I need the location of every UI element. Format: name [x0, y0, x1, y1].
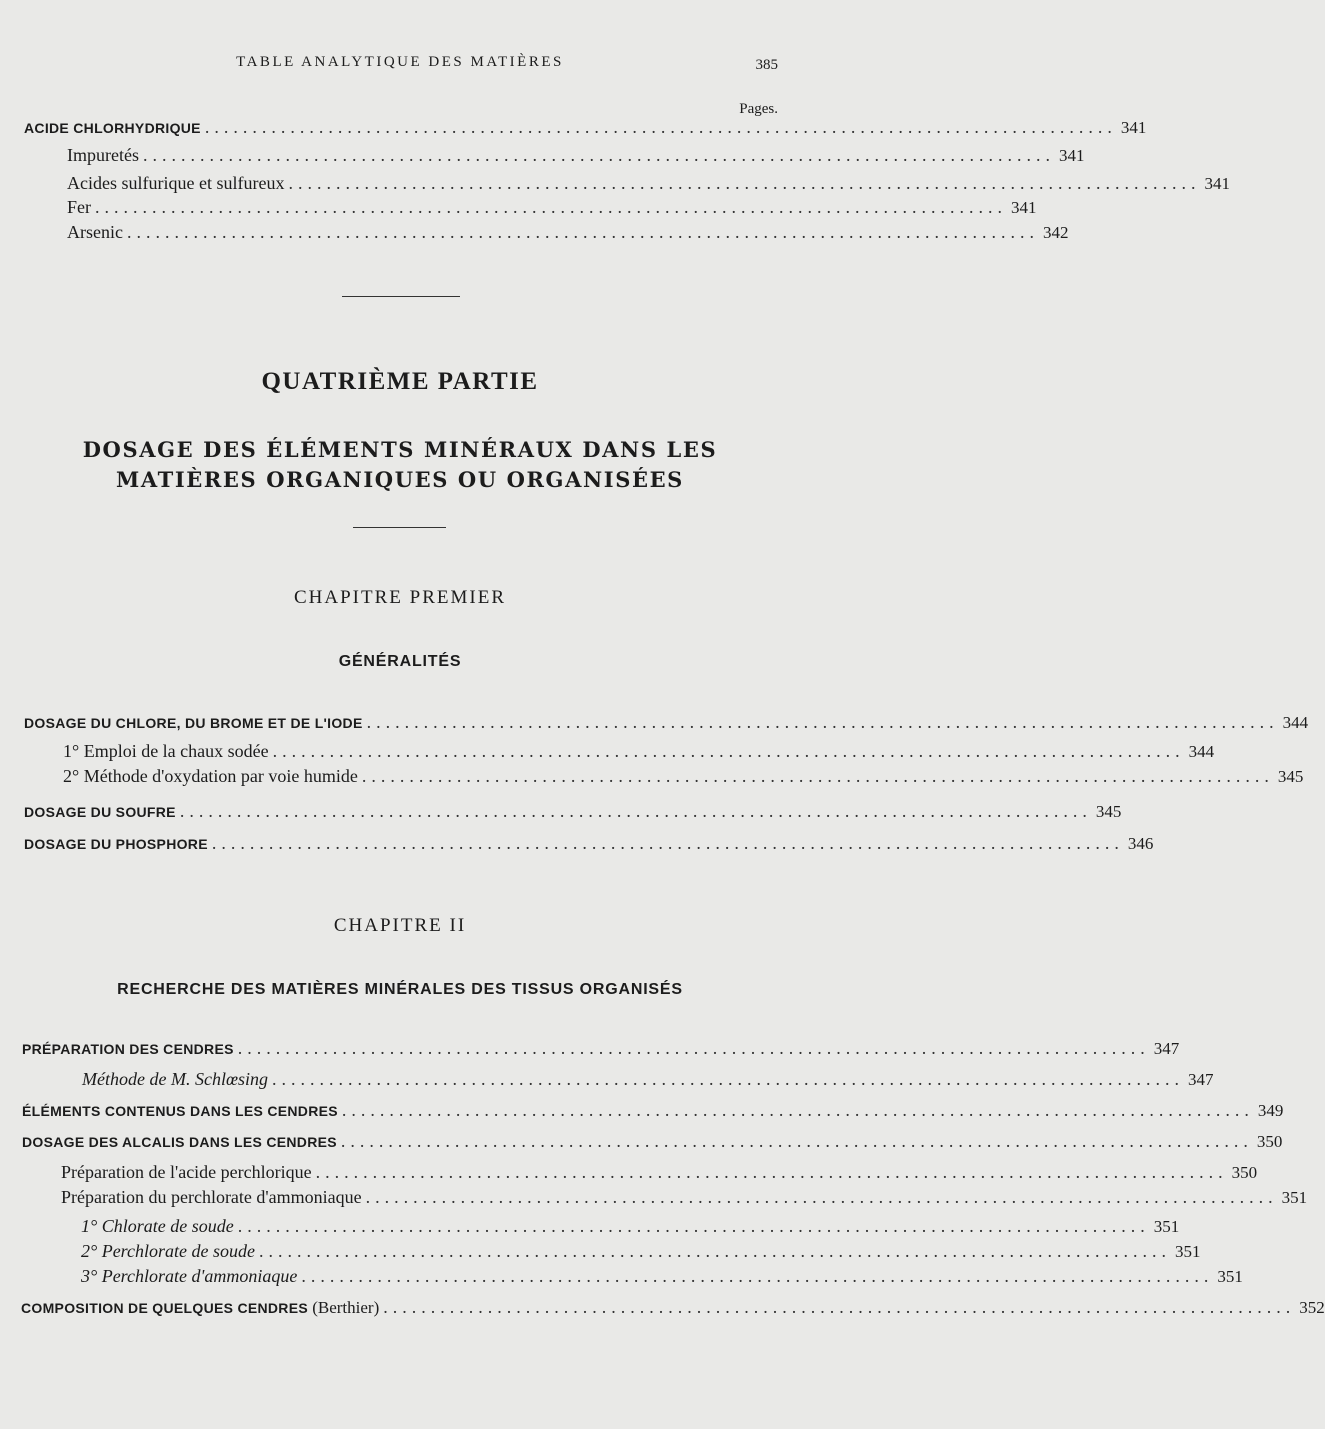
part-subtitle-line1: DOSAGE DES ÉLÉMENTS MINÉRAUX DANS LES	[82, 437, 718, 462]
leader-dots: ................................................................................................	[142, 145, 1055, 165]
chapter-title: GÉNÉRALITÉS	[338, 653, 462, 670]
leader-dots: ................................................................................................	[179, 801, 1092, 821]
toc-entry[interactable]	[24, 117, 1147, 143]
divider-rule	[353, 527, 446, 528]
leader-dots: ................................................................................................	[361, 766, 1274, 786]
toc-entry[interactable]	[81, 1241, 1201, 1267]
leader-dots: ................................................................................................	[315, 1162, 1228, 1182]
toc-entry-label: DOSAGE DU CHLORE, DU BROME ET DE L'IODE	[24, 715, 363, 731]
toc-entry-page: 351	[1281, 1188, 1308, 1207]
toc-entry-label-main: COMPOSITION DE QUELQUES CENDRES	[21, 1300, 308, 1316]
part-subtitle-line2: MATIÈRES ORGANIQUES OU ORGANISÉES	[116, 467, 684, 492]
toc-entry-label: ACIDE CHLORHYDRIQUE	[24, 120, 201, 136]
leader-dots: ................................................................................................	[272, 741, 1185, 761]
toc-entry-page: 349	[1257, 1101, 1284, 1120]
toc-entry-page: 341	[1204, 174, 1230, 193]
toc-entry[interactable]	[21, 1297, 1325, 1323]
leader-dots: ................................................................................................	[271, 1069, 1184, 1089]
toc-entry[interactable]	[22, 1100, 1284, 1126]
toc-entry-page: 341	[1058, 146, 1085, 165]
toc-entry-label: 2° Perchlorate de soude	[81, 1241, 255, 1261]
leader-dots: ................................................................................................	[340, 1131, 1253, 1151]
toc-entry-label: 1° Chlorate de soude	[81, 1216, 234, 1236]
toc-entry-page: 350	[1256, 1132, 1283, 1151]
toc-entry-label-suffix: (Berthier)	[312, 1298, 380, 1317]
leader-dots: ................................................................................................	[95, 197, 1007, 217]
toc-entry-page: 345	[1277, 767, 1304, 786]
toc-entry[interactable]	[61, 1187, 1308, 1213]
leader-dots: ................................................................................................	[366, 712, 1279, 732]
toc-entry-label: ÉLÉMENTS CONTENUS DANS LES CENDRES	[22, 1103, 338, 1119]
leader-dots: ................................................................................................	[383, 1297, 1296, 1317]
toc-entry[interactable]	[81, 1266, 1243, 1292]
toc-entry[interactable]	[67, 222, 1069, 248]
toc-entry-label: Préparation de l'acide perchlorique	[61, 1162, 312, 1182]
toc-entry-label: DOSAGE DU PHOSPHORE	[24, 836, 208, 852]
toc-entry-label: Acides sulfurique et sulfureux	[67, 173, 285, 193]
toc-entry-label	[21, 1298, 379, 1318]
toc-entry-page: 346	[1127, 834, 1154, 853]
toc-entry-label: Fer	[67, 197, 91, 217]
toc-entry-page: 341	[1120, 118, 1147, 137]
leader-dots: ................................................................................................	[204, 117, 1117, 137]
toc-entry-page: 345	[1095, 802, 1122, 821]
toc-entry[interactable]	[67, 197, 1037, 223]
chapter-title: RECHERCHE DES MATIÈRES MINÉRALES DES TISSUS ORGANISÉS	[117, 981, 683, 998]
leader-dots: ................................................................................................	[211, 833, 1124, 853]
toc-entry-label: DOSAGE DU SOUFRE	[24, 804, 176, 820]
leader-dots: ................................................................................................	[365, 1187, 1278, 1207]
toc-entry-label: Impuretés	[67, 145, 139, 165]
toc-entry[interactable]	[81, 1216, 1180, 1242]
toc-entry[interactable]	[24, 833, 1154, 859]
toc-entry-label: DOSAGE DES ALCALIS DANS LES CENDRES	[22, 1134, 337, 1150]
leader-dots: ................................................................................................	[237, 1038, 1150, 1058]
leader-dots: ................................................................................................	[301, 1266, 1214, 1286]
toc-entry-label: 2° Méthode d'oxydation par voie humide	[63, 766, 358, 786]
toc-entry-page: 344	[1188, 742, 1215, 761]
toc-entry[interactable]	[63, 766, 1304, 792]
toc-entry-page: 351	[1175, 1242, 1201, 1261]
toc-entry[interactable]	[67, 145, 1085, 171]
toc-entry-page: 347	[1153, 1039, 1180, 1058]
leader-dots: ................................................................................................	[126, 222, 1039, 242]
toc-entry[interactable]	[82, 1069, 1214, 1095]
leader-dots: ................................................................................................	[341, 1100, 1254, 1120]
toc-entry[interactable]	[22, 1131, 1283, 1157]
chapter-heading: CHAPITRE PREMIER	[294, 587, 506, 608]
toc-entry-page: 350	[1231, 1163, 1258, 1182]
toc-entry-page: 342	[1042, 223, 1069, 242]
toc-entry-page: 344	[1282, 713, 1309, 732]
toc-entry-label: Préparation du perchlorate d'ammoniaque	[61, 1187, 362, 1207]
chapter-heading: CHAPITRE II	[333, 915, 467, 936]
toc-entry[interactable]	[22, 1038, 1180, 1064]
toc-entry-label: Méthode de M. Schlœsing	[82, 1069, 268, 1089]
leader-dots: ................................................................................................	[288, 173, 1201, 193]
toc-entry-page: 352	[1299, 1298, 1325, 1317]
toc-entry-label: PRÉPARATION DES CENDRES	[22, 1041, 234, 1057]
part-title: QUATRIÈME PARTIE	[261, 368, 539, 395]
toc-entry-page: 351	[1153, 1217, 1180, 1236]
page-number: 385	[755, 57, 778, 73]
running-header: TABLE ANALYTIQUE DES MATIÈRES	[236, 54, 564, 70]
toc-entry-label: 3° Perchlorate d'ammoniaque	[81, 1266, 298, 1286]
toc-entry-page: 351	[1217, 1267, 1243, 1286]
toc-entry[interactable]	[24, 801, 1122, 827]
leader-dots: ................................................................................................	[259, 1241, 1171, 1261]
toc-entry[interactable]	[67, 173, 1230, 199]
toc-entry[interactable]	[61, 1162, 1258, 1188]
toc-entry-page: 341	[1011, 198, 1037, 217]
toc-entry[interactable]	[24, 712, 1309, 738]
toc-entry-page: 347	[1187, 1070, 1214, 1089]
pages-column-label: Pages.	[739, 101, 778, 117]
toc-entry-label: 1° Emploi de la chaux sodée	[63, 741, 269, 761]
toc-entry-label: Arsenic	[67, 222, 123, 242]
divider-rule	[342, 296, 460, 297]
leader-dots: ................................................................................................	[237, 1216, 1150, 1236]
toc-entry[interactable]	[63, 741, 1215, 767]
